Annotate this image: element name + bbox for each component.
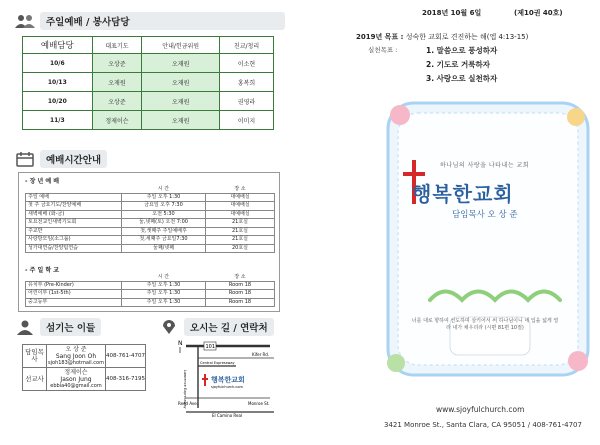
service-place: 대예배실 — [206, 193, 275, 202]
adult-service-label: - 장 년 예 배 — [25, 178, 60, 185]
staff-name: 오 상 준 — [65, 345, 87, 353]
bulletin-date: 2018년 10월 6일 — [422, 9, 482, 17]
date-cell: 10/6 — [23, 54, 93, 73]
directions-map — [174, 336, 278, 418]
year-goal-label: 2019년 목표 : — [356, 33, 404, 41]
service-place: 대예배실 — [206, 210, 275, 219]
col-header: 시 간 — [157, 185, 170, 192]
table-row — [23, 368, 146, 391]
camino-label: El Camino Real — [212, 413, 243, 418]
staff-roman-name: Jason Jung — [60, 375, 92, 383]
prayer-cell: 오상준 — [92, 54, 142, 73]
service-name: 첫 주 금요기도/찬양예배 — [26, 202, 122, 211]
table-row — [23, 73, 274, 92]
date-cell: 10/20 — [23, 92, 93, 111]
service-time: 오전 5:30 — [122, 210, 206, 219]
staff-section-title: 섬기는 이들 — [40, 318, 101, 336]
staff-email: sjoh183@hotmail.com — [48, 359, 104, 366]
staff-roman-name: Sang Joon Oh — [55, 352, 97, 360]
services-box — [18, 172, 280, 312]
staff-role: 선교사 — [23, 368, 47, 391]
calendar-icon — [14, 151, 36, 167]
lawrence-label: Lawrence Expressway — [183, 370, 187, 409]
service-name: 토요전교인새벽기도회 — [26, 219, 122, 228]
date-cell: 10/13 — [23, 73, 93, 92]
service-time: 첫,셋째주 주일예배후 — [122, 227, 206, 236]
table-row — [23, 345, 146, 368]
year-goal-text: 성숙한 교회로 견진하는 해(엡 4:13-15) — [405, 33, 529, 41]
table-row — [26, 290, 275, 299]
decorative-frame — [380, 95, 595, 385]
services-section-title: 예배시간안내 — [40, 150, 107, 168]
service-time: 주일 오후 1:30 — [122, 298, 206, 307]
usher-cell: 오재원 — [142, 54, 220, 73]
service-place: 20호실 — [206, 244, 275, 253]
service-name: 어린이부 (1st-5th) — [26, 290, 122, 299]
prayer-cell: 오재원 — [92, 73, 142, 92]
prayer-cell: 오상준 — [92, 92, 142, 111]
service-time: 둘째/넷째 — [122, 244, 206, 253]
church-name: 행복한교회 — [412, 182, 514, 206]
table-row — [26, 281, 275, 290]
staff-email: ebbia40@gmail.com — [50, 382, 102, 389]
col-header: 예배담당 — [23, 37, 93, 54]
website-link[interactable]: www.sjoyfulchurch.com — [436, 405, 525, 414]
service-time: 둘,넷째(토) 오전 7:00 — [122, 219, 206, 228]
map-site-label: sjoyfulchurch.com — [211, 385, 243, 389]
service-place: 21호실 — [206, 219, 275, 228]
right-page — [300, 0, 600, 445]
service-place: 대예배실 — [206, 202, 275, 211]
table-row — [26, 298, 275, 307]
service-time: 주일 오후 1:30 — [122, 290, 206, 299]
col-header: 안내/헌금위원 — [142, 37, 220, 54]
service-time: 주일 오후 1:30 — [122, 193, 206, 202]
practice-label: 실천목표 : — [368, 46, 398, 54]
duty-table-header — [23, 37, 274, 54]
fellowship-cell: 이미지 — [220, 111, 274, 130]
fellowship-cell: 홍복희 — [220, 73, 274, 92]
service-place: Room 18 — [206, 290, 275, 299]
staff-info — [47, 368, 106, 391]
church-tagline: 하나님의 사랑을 나타내는 교회 — [440, 162, 530, 169]
balloon-icon — [387, 354, 405, 372]
person-icon — [14, 319, 36, 335]
service-name: 주교반 — [26, 227, 122, 236]
kifer-label: Kifer Rd. — [252, 352, 270, 357]
service-name: 새벽예배 (화-금) — [26, 210, 122, 219]
balloon-icon — [568, 351, 588, 371]
balloon-icon — [390, 105, 410, 125]
practice-item: 3. 사랑으로 실천하자 — [426, 74, 498, 83]
service-name: 성가대연습/찬양팀연습 — [26, 244, 122, 253]
map-church-name: 행복한교회 — [211, 376, 245, 384]
pastor-name: 담임목사 오 상 준 — [452, 210, 518, 220]
table-row — [26, 236, 275, 245]
central-label: Central Expressway — [200, 361, 235, 365]
table-row — [26, 202, 275, 211]
usher-cell: 오재원 — [142, 111, 220, 130]
left-page — [6, 6, 286, 442]
staff-name: 정제이슨 — [64, 368, 88, 376]
service-time: 주일 오후 1:30 — [122, 281, 206, 290]
date-cell: 11/3 — [23, 111, 93, 130]
service-place: 21호실 — [206, 227, 275, 236]
table-row — [26, 244, 275, 253]
duty-table — [22, 36, 274, 130]
col-header: 시 간 — [157, 273, 170, 280]
duty-section-title: 주일예배 / 봉사담당 — [40, 12, 285, 30]
table-row — [23, 54, 274, 73]
service-place: Room 18 — [206, 281, 275, 290]
bulletin-issue: (제10권 40호) — [514, 9, 563, 17]
staff-phone: 408-761-4707 — [106, 345, 146, 368]
fellowship-cell: 이소현 — [220, 54, 274, 73]
bible-verse: 너를 대로 향하여 선도하며 삼키어서 써 하나님이니 네 입을 넓게 열라 내가 채우리라 (시편 81편 10절) — [411, 318, 559, 331]
practice-item: 1. 말씀으로 풍성하자 — [426, 46, 498, 55]
service-place: Room 18 — [206, 298, 275, 307]
col-header: 장 소 — [234, 185, 246, 192]
service-time: 첫,세째주 금요일7:30 — [122, 236, 206, 245]
service-name: 유치부 (Pre-Kinder) — [26, 281, 122, 290]
duty-section-header — [14, 12, 285, 30]
adult-service-table — [25, 184, 275, 253]
table-row — [23, 111, 274, 130]
col-header: 대표기도 — [92, 37, 142, 54]
table-row — [26, 219, 275, 228]
balloon-icon — [567, 108, 585, 126]
staff-phone: 408-316-7195 — [106, 368, 146, 391]
school-label: - 주 일 학 교 — [25, 267, 60, 274]
service-name: 사랑방모임(소그룹) — [26, 236, 122, 245]
prayer-cell: 정제이슨 — [92, 111, 142, 130]
services-section-header — [14, 150, 107, 168]
table-row — [26, 193, 275, 202]
table-row — [26, 210, 275, 219]
col-header: 친교/청리 — [220, 37, 274, 54]
reed-label: Reed Ave. — [178, 401, 198, 406]
map-pin-icon — [158, 319, 180, 335]
practice-item: 2. 기도로 거룩하자 — [426, 60, 491, 69]
service-name: 중고등부 — [26, 298, 122, 307]
directions-section-title: 오시는 길 / 연락처 — [184, 318, 274, 336]
people-icon — [14, 13, 36, 29]
fellowship-cell: 권영라 — [220, 92, 274, 111]
staff-role: 담임목사 — [23, 345, 47, 368]
col-header: 장 소 — [234, 273, 246, 280]
usher-cell: 오재원 — [142, 92, 220, 111]
staff-section-header — [14, 318, 101, 336]
usher-cell: 오재원 — [142, 73, 220, 92]
monroe-label: Monroe St. — [248, 401, 270, 406]
freeway-label: 101 — [205, 344, 216, 350]
church-address: 3421 Monroe St., Santa Clara, CA 95051 / 408-761-4707 — [384, 421, 582, 429]
service-place: 21호실 — [206, 236, 275, 245]
year-goal — [356, 32, 528, 42]
service-time: 금요일 오후 7:30 — [122, 202, 206, 211]
north-label: N — [178, 340, 183, 347]
directions-section-header — [158, 318, 274, 336]
school-table — [25, 272, 275, 307]
staff-info — [47, 345, 106, 368]
table-row — [26, 227, 275, 236]
service-name: 주일 예배 — [26, 193, 122, 202]
staff-table — [22, 344, 146, 391]
table-row — [23, 92, 274, 111]
